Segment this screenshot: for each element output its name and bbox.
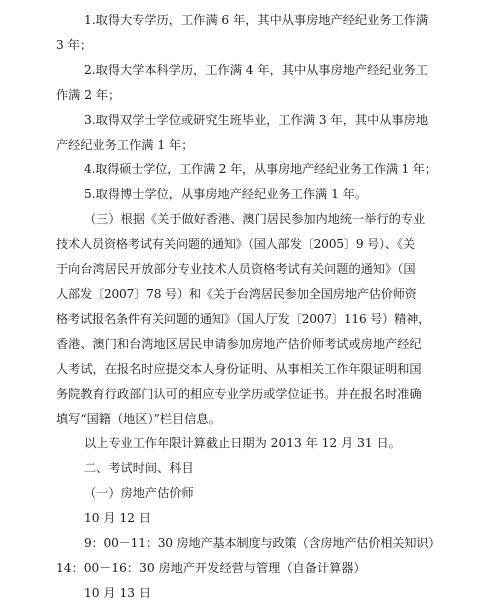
paragraph-line: 2.取得大学本科学历，工作满 4 年，其中从事房地产经纪业务工	[84, 62, 429, 77]
paragraph-line: 格考试报名条件有关问题的通知》（国人厅发〔2007〕116 号）精神，	[56, 311, 431, 326]
subsection-heading: （一）房地产估价师	[84, 486, 194, 501]
paragraph-line: 作满 2 年；	[56, 87, 121, 102]
paragraph-line: 3.取得双学士学位或研究生班毕业，工作满 3 年，其中从事房地	[84, 112, 429, 127]
exam-session: 9：00－11：30 房地产基本制度与政策（含房地产估价相关知识）	[84, 536, 441, 551]
paragraph-line: 以上专业工作年限计算截止日期为 2013 年 12 月 31 日。	[84, 436, 401, 451]
paragraph-line: 人部发〔2007〕78 号）和《关于台湾居民参加全国房地产估价师资	[56, 286, 417, 301]
paragraph-line: 于向台湾居民开放部分专业技术人员资格考试有关问题的通知》（国	[56, 262, 416, 277]
paragraph-line: 4.取得硕士学位，工作满 2 年，从事房地产经纪业务工作满 1 年；	[84, 162, 437, 177]
paragraph-line: 3 年；	[56, 37, 93, 52]
paragraph-line: （三）根据《关于做好香港、澳门居民参加内地统一举行的专业	[84, 212, 426, 227]
section-heading: 二、考试时间、科目	[84, 461, 194, 476]
paragraph-line: 务院教育行政部门认可的相应专业学历或学位证书。并在报名时准确	[56, 386, 422, 401]
paragraph-line: 技术人员资格考试有关问题的通知》（国人部发〔2005〕9 号）、《关	[56, 237, 415, 252]
paragraph-line: 人考试，在报名时应提交本人身份证明、从事相关工作年限证明和国	[56, 361, 422, 376]
paragraph-line: 1.取得大专学历，工作满 6 年，其中从事房地产经纪业务工作满	[84, 13, 429, 27]
paragraph-line: 填写“国籍（地区）”栏目信息。	[56, 411, 221, 426]
exam-date: 10 月 13 日	[84, 585, 152, 600]
paragraph-line: 香港、澳门和台湾地区居民申请参加房地产估价师考试或房地产经纪	[56, 336, 422, 351]
exam-date: 10 月 12 日	[84, 511, 152, 526]
paragraph-line: 产经纪业务工作满 1 年；	[56, 137, 194, 152]
exam-session: 14：00－16：30 房地产开发经营与管理（自备计算器）	[56, 560, 366, 575]
paragraph-line: 5.取得博士学位，从事房地产经纪业务工作满 1 年。	[84, 187, 368, 202]
